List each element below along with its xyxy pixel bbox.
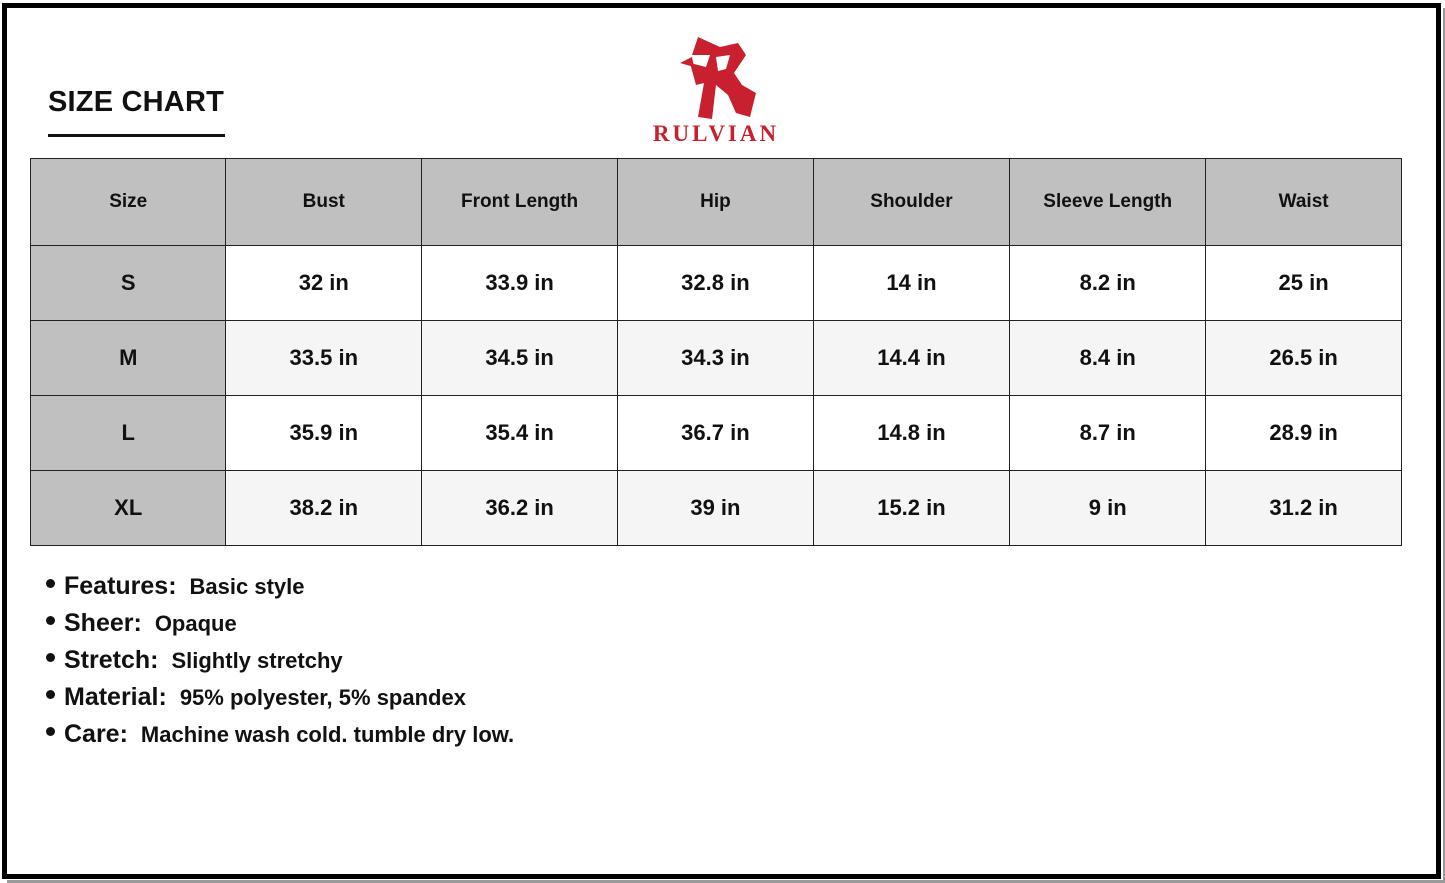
bullet-icon <box>46 690 55 699</box>
table-cell: 14.4 in <box>813 321 1009 396</box>
size-cell: XL <box>31 471 226 546</box>
table-cell: 39 in <box>618 471 814 546</box>
brand-logo <box>640 33 800 153</box>
table-cell: 35.4 in <box>422 396 618 471</box>
table-cell: 26.5 in <box>1206 321 1402 396</box>
bullet-icon <box>46 727 55 736</box>
table-cell: 8.4 in <box>1010 321 1206 396</box>
table-cell: 32 in <box>226 246 422 321</box>
column-header: Waist <box>1206 159 1402 246</box>
table-row <box>31 246 1402 321</box>
feature-value: 95% polyester, 5% spandex <box>179 685 466 710</box>
table-cell: 8.2 in <box>1010 246 1206 321</box>
bullet-icon <box>46 616 55 625</box>
feature-list <box>46 572 514 757</box>
list-item <box>46 646 514 683</box>
feature-label: Stretch: <box>64 646 159 674</box>
page-title: SIZE CHART <box>48 86 224 118</box>
table-cell: 25 in <box>1206 246 1402 321</box>
column-header: Sleeve Length <box>1010 159 1206 246</box>
table-cell: 31.2 in <box>1206 471 1402 546</box>
table-row <box>31 321 1402 396</box>
table-cell: 33.5 in <box>226 321 422 396</box>
feature-label: Material: <box>64 683 167 711</box>
table-cell: 34.3 in <box>618 321 814 396</box>
table-cell: 36.2 in <box>422 471 618 546</box>
size-cell: L <box>31 396 226 471</box>
table-header-row <box>31 159 1402 246</box>
feature-value: Slightly stretchy <box>171 648 343 673</box>
list-item <box>46 572 514 609</box>
feature-label: Features: <box>64 572 177 600</box>
table-cell: 28.9 in <box>1206 396 1402 471</box>
column-header: Shoulder <box>813 159 1009 246</box>
feature-value: Opaque <box>154 611 237 636</box>
feature-value: Basic style <box>189 574 305 599</box>
table-row <box>31 396 1402 471</box>
list-item <box>46 683 514 720</box>
table-cell: 14.8 in <box>813 396 1009 471</box>
list-item <box>46 609 514 646</box>
feature-label: Sheer: <box>64 609 142 637</box>
table-cell: 38.2 in <box>226 471 422 546</box>
table-cell: 9 in <box>1010 471 1206 546</box>
feature-value: Machine wash cold. tumble dry low. <box>140 722 515 747</box>
table-cell: 34.5 in <box>422 321 618 396</box>
column-header: Size <box>31 159 226 246</box>
list-item <box>46 720 514 757</box>
size-cell: S <box>31 246 226 321</box>
column-header: Hip <box>618 159 814 246</box>
table-cell: 36.7 in <box>618 396 814 471</box>
bullet-icon <box>46 579 55 588</box>
table-cell: 35.9 in <box>226 396 422 471</box>
table-cell: 14 in <box>813 246 1009 321</box>
r-monogram-icon <box>676 33 758 123</box>
table-cell: 8.7 in <box>1010 396 1206 471</box>
size-cell: M <box>31 321 226 396</box>
title-underline <box>48 134 225 137</box>
table-cell: 32.8 in <box>618 246 814 321</box>
feature-label: Care: <box>64 720 128 748</box>
size-table <box>30 158 1402 546</box>
brand-name: RULVIAN <box>652 121 780 146</box>
column-header: Bust <box>226 159 422 246</box>
column-header: Front Length <box>422 159 618 246</box>
table-cell: 33.9 in <box>422 246 618 321</box>
table-cell: 15.2 in <box>813 471 1009 546</box>
table-row <box>31 471 1402 546</box>
bullet-icon <box>46 653 55 662</box>
